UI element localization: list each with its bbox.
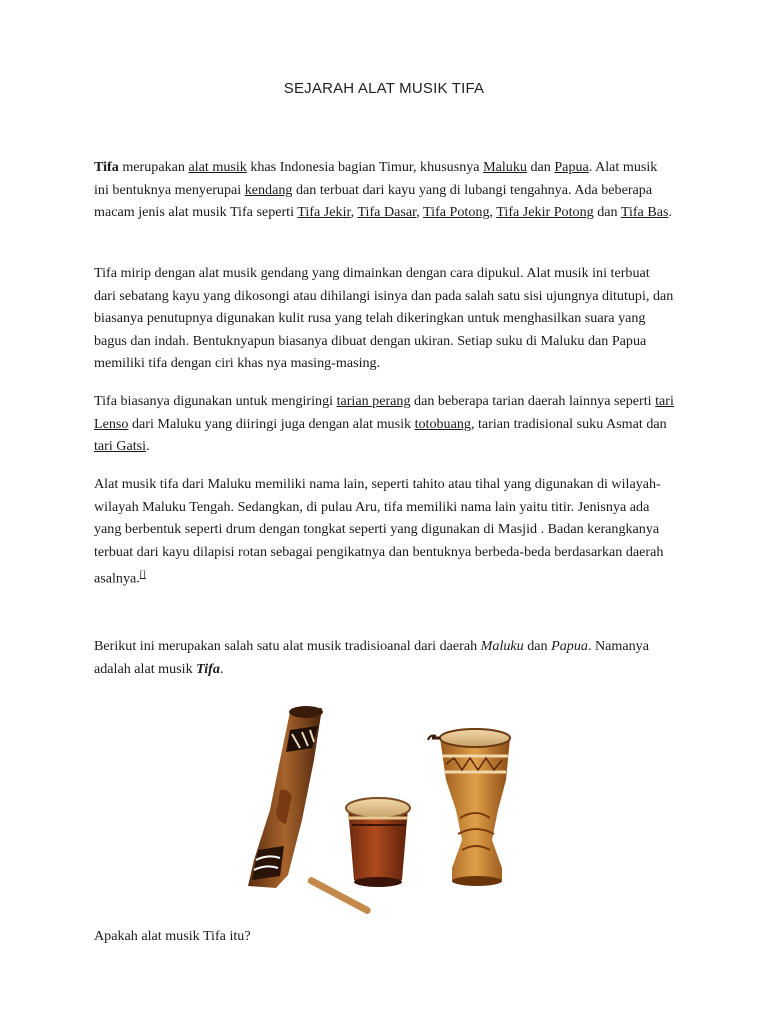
text: dan terbuat dari kayu yang di lubangi tengahnya. Ada beberapa macam jenis alat musik Tifa seperti (94, 181, 653, 221)
text: . (219, 660, 224, 677)
link-maluku[interactable]: Maluku (483, 159, 527, 175)
link-tari-lenso[interactable]: tari Lenso (94, 393, 674, 432)
link-totobuang[interactable]: totobuang (414, 415, 471, 432)
paragraph-description: Tifa mirip dengan alat musik gendang yang dimainkan dengan cara dipukul. Alat musik ini terbuat dari sebatang kayu yang dikosongi atau dihilangi isinya dan pada salah satu sisi ujungnya ditutupi, dan biasanya penutupnya digunakan kulit rusa yang telah dikeringkan untuk menghasilkan suara yang bagus dan indah. Bentuknyapun biasanya dibuat dengan ukiran. Setiap suku di Maluku dan Papua memiliki tifa dengan ciri khas nya masing-masing. (94, 265, 674, 372)
paragraph-other-names (94, 473, 674, 591)
tall-tifa-drum (428, 729, 510, 886)
footnote-link[interactable] (140, 569, 146, 579)
small-tifa-drum (346, 798, 410, 887)
text: Tifa biasanya digunakan untuk mengiringi (94, 393, 337, 409)
closing-question: Apakah alat musik Tifa itu? (94, 928, 251, 944)
text: Alat musik tifa dari Maluku memiliki nama lain, seperti tahito atau tihal yang digunakan di wilayah-wilayah Maluku Tengah. Sedangkan, di pulau Aru, tifa memiliki nama lain yaitu titir. Jenisnya ada yang berbentuk seperti drum dengan tongkat seperti yang digunakan di Masjid . Badan kerangkanya terbuat dari kayu dilapisi rotan sebagai pengikatnya dan bentuknya berbeda-beda berdasarkan daerah asalnya. (94, 476, 664, 588)
text: . Namanya adalah alat musik (94, 638, 649, 677)
text: , (489, 204, 497, 221)
link-alat-musik[interactable]: alat musik (188, 159, 247, 175)
paragraph-intro-image (94, 635, 674, 680)
link-tifa-bas[interactable]: Tifa Bas (620, 204, 669, 221)
link-tifa-dasar[interactable]: Tifa Dasar (357, 204, 417, 221)
text: Berikut ini merupakan salah satu alat musik tradisioanal dari daerah (94, 638, 481, 654)
text: , (416, 204, 424, 221)
text: , (350, 204, 358, 221)
emphasis-tifa: Tifa (196, 660, 220, 677)
emphasis-papua: Papua (551, 638, 588, 654)
text: dan (593, 204, 621, 221)
link-tarian-perang[interactable]: tarian perang (336, 393, 411, 409)
text: merupakan (118, 159, 189, 175)
link-kendang[interactable]: kendang (244, 181, 293, 198)
link-tifa-jekir[interactable]: Tifa Jekir (297, 204, 351, 221)
link-tifa-jekir-potong[interactable]: Tifa Jekir Potong (496, 204, 594, 221)
text: dari Maluku yang diiringi juga dengan alat musik (128, 415, 415, 432)
text: . (668, 204, 673, 221)
text: , tarian tradisional suku Asmat dan (470, 415, 667, 432)
paragraph-intro (94, 156, 674, 224)
text: dan (526, 159, 555, 175)
text: dan beberapa tarian daerah lainnya seperti (410, 393, 656, 409)
long-tifa-drum (248, 706, 323, 888)
footnote-open: [ (139, 569, 143, 580)
footnote-close: ] (142, 569, 146, 580)
link-papua[interactable]: Papua (554, 159, 589, 175)
text: khas Indonesia bagian Timur, khususnya (246, 159, 484, 175)
text: dan (523, 638, 552, 654)
emphasis-maluku: Maluku (480, 638, 524, 654)
link-tifa-potong[interactable]: Tifa Potong (423, 204, 490, 221)
link-tari-gatsi[interactable]: tari Gatsi (94, 438, 147, 455)
paragraph-usage (94, 390, 674, 458)
tifa-drums-illustration (240, 700, 530, 915)
page-title: SEJARAH ALAT MUSIK TIFA (283, 80, 485, 97)
text: . Alat musik ini bentuknya menyerupai (94, 159, 658, 198)
text: . (146, 438, 150, 455)
term-tifa: Tifa (94, 159, 119, 175)
